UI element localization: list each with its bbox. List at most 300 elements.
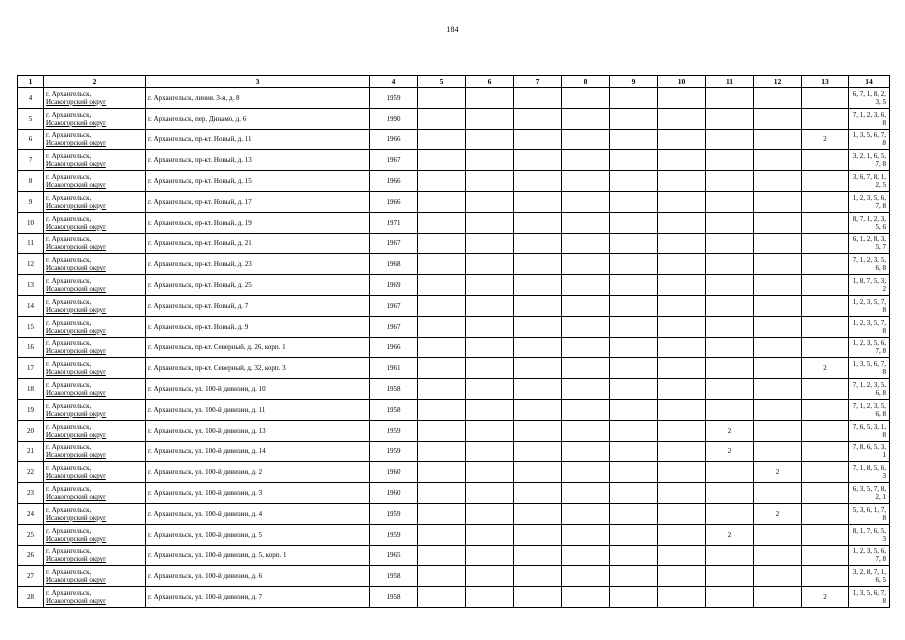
col12-cell (754, 171, 802, 192)
codes-cell (849, 275, 890, 296)
district-cell (44, 191, 146, 212)
col8-cell (562, 545, 610, 566)
col6-cell (466, 358, 514, 379)
year-cell: 1959 (370, 524, 418, 545)
address-cell: г. Архангельск, пр-кт. Новый, д. 15 (146, 171, 370, 192)
col7-cell (514, 295, 562, 316)
col10-cell (658, 233, 706, 254)
district-cell (44, 316, 146, 337)
table-row (18, 379, 890, 400)
table-row (18, 275, 890, 296)
codes-line-1: 8, 1, 7, 6, 5, (852, 526, 886, 535)
column-header: 8 (562, 76, 610, 88)
address-cell: г. Архангельск, ул. 100-й дивизии, д. 6 (146, 566, 370, 587)
codes-line-1: 1, 2, 3, 5, 6, (852, 193, 886, 202)
col13-cell (802, 524, 849, 545)
row-number: 13 (18, 275, 44, 296)
col6-cell (466, 191, 514, 212)
col7-cell (514, 275, 562, 296)
col7-cell (514, 358, 562, 379)
col9-cell (610, 254, 658, 275)
table-row (18, 254, 890, 275)
col9-cell (610, 316, 658, 337)
col13-cell (802, 462, 849, 483)
codes-line-2: 8 (882, 430, 886, 439)
col6-cell (466, 441, 514, 462)
codes-line-1: 6, 3, 5, 7, 8, (852, 485, 886, 494)
col7-cell (514, 420, 562, 441)
district-city: г. Архангельск, (46, 401, 92, 410)
address-cell: г. Архангельск, ул. 100-й дивизии, д. 2 (146, 462, 370, 483)
table-row (18, 129, 890, 150)
col12-cell (754, 337, 802, 358)
address-cell: г. Архангельск, ул. 100-й дивизии, д. 7 (146, 587, 370, 608)
col12-cell (754, 587, 802, 608)
codes-line-1: 8, 7, 1, 2, 3, (852, 214, 886, 223)
col5-cell (418, 88, 466, 109)
district-cell (44, 129, 146, 150)
col8-cell (562, 129, 610, 150)
district-cell (44, 379, 146, 400)
codes-cell (849, 503, 890, 524)
district-city: г. Архангельск, (46, 214, 92, 223)
district-okrug: Исакогорский округ (46, 181, 107, 190)
row-number: 19 (18, 399, 44, 420)
col11-cell (706, 295, 754, 316)
col11-cell (706, 337, 754, 358)
col5-cell (418, 587, 466, 608)
year-cell: 1959 (370, 503, 418, 524)
column-header: 4 (370, 76, 418, 88)
col8-cell (562, 108, 610, 129)
housing-register-table (17, 75, 890, 608)
col5-cell (418, 420, 466, 441)
col12-cell (754, 441, 802, 462)
col13-cell (802, 275, 849, 296)
col9-cell (610, 171, 658, 192)
col9-cell (610, 503, 658, 524)
col8-cell (562, 566, 610, 587)
col13-cell (802, 566, 849, 587)
col10-cell (658, 295, 706, 316)
col8-cell (562, 462, 610, 483)
col7-cell (514, 129, 562, 150)
col8-cell (562, 441, 610, 462)
district-cell (44, 108, 146, 129)
col6-cell (466, 524, 514, 545)
col8-cell (562, 399, 610, 420)
row-number: 11 (18, 233, 44, 254)
table-row (18, 88, 890, 109)
col9-cell (610, 129, 658, 150)
codes-line-2: 8 (882, 597, 886, 606)
col13-cell: 2 (802, 129, 849, 150)
col12-cell (754, 88, 802, 109)
column-header: 9 (610, 76, 658, 88)
col13-cell (802, 233, 849, 254)
row-number: 5 (18, 108, 44, 129)
col8-cell (562, 275, 610, 296)
codes-line-2: 6, 8 (875, 409, 886, 418)
col5-cell (418, 462, 466, 483)
col9-cell (610, 587, 658, 608)
address-cell: г. Архангельск, ул. 100-й дивизии, д. 14 (146, 441, 370, 462)
district-okrug: Исакогорский округ (46, 285, 107, 294)
district-cell (44, 150, 146, 171)
district-city: г. Архангельск, (46, 381, 92, 390)
district-city: г. Архангельск, (46, 339, 92, 348)
col10-cell (658, 441, 706, 462)
district-okrug: Исакогорский округ (46, 139, 107, 148)
col5-cell (418, 524, 466, 545)
address-cell: г. Архангельск, пр-кт. Северный, д. 32, корп. 3 (146, 358, 370, 379)
row-number: 26 (18, 545, 44, 566)
col5-cell (418, 399, 466, 420)
address-cell: г. Архангельск, пр-кт. Новый, д. 7 (146, 295, 370, 316)
address-cell: г. Архангельск, пр-кт. Северный, д. 26, корп. 1 (146, 337, 370, 358)
col11-cell (706, 399, 754, 420)
codes-line-1: 1, 3, 5, 6, 7, (852, 131, 886, 140)
col5-cell (418, 171, 466, 192)
row-number: 7 (18, 150, 44, 171)
col6-cell (466, 483, 514, 504)
col7-cell (514, 88, 562, 109)
col13-cell (802, 212, 849, 233)
col6-cell (466, 254, 514, 275)
codes-line-2: 6, 5 (875, 576, 886, 585)
col7-cell (514, 191, 562, 212)
table-row (18, 171, 890, 192)
col8-cell (562, 88, 610, 109)
year-cell: 1958 (370, 379, 418, 400)
row-number: 10 (18, 212, 44, 233)
codes-line-2: 7, 8 (875, 201, 886, 210)
codes-cell (849, 420, 890, 441)
col9-cell (610, 441, 658, 462)
col9-cell (610, 524, 658, 545)
col13-cell (802, 503, 849, 524)
codes-cell (849, 483, 890, 504)
address-cell: г. Архангельск, пер. Динамо, д. 6 (146, 108, 370, 129)
col6-cell (466, 150, 514, 171)
codes-line-2: 2, 5 (875, 181, 886, 190)
col5-cell (418, 358, 466, 379)
district-city: г. Архангельск, (46, 193, 92, 202)
col12-cell: 2 (754, 462, 802, 483)
district-okrug: Исакогорский округ (46, 409, 107, 418)
district-city: г. Архангельск, (46, 464, 92, 473)
col11-cell (706, 129, 754, 150)
col9-cell (610, 88, 658, 109)
district-cell (44, 420, 146, 441)
col13-cell (802, 441, 849, 462)
col13-cell (802, 171, 849, 192)
codes-line-2: 8 (882, 326, 886, 335)
col9-cell (610, 295, 658, 316)
codes-cell (849, 171, 890, 192)
header-row (18, 76, 890, 88)
year-cell: 1966 (370, 171, 418, 192)
district-city: г. Архангельск, (46, 526, 92, 535)
address-cell: г. Архангельск, ул. 100-й дивизии, д. 5, корп. 1 (146, 545, 370, 566)
codes-line-2: 7, 8 (875, 555, 886, 564)
district-cell (44, 503, 146, 524)
column-header: 3 (146, 76, 370, 88)
codes-line-2: 2, 1 (875, 493, 886, 502)
codes-cell (849, 254, 890, 275)
row-number: 4 (18, 88, 44, 109)
table-row (18, 587, 890, 608)
district-cell (44, 358, 146, 379)
col7-cell (514, 233, 562, 254)
year-cell: 1960 (370, 462, 418, 483)
col13-cell (802, 420, 849, 441)
col9-cell (610, 108, 658, 129)
address-cell: г. Архангельск, пр-кт. Новый, д. 25 (146, 275, 370, 296)
codes-cell (849, 545, 890, 566)
table-row (18, 462, 890, 483)
col13-cell (802, 254, 849, 275)
col6-cell (466, 295, 514, 316)
district-okrug: Исакогорский округ (46, 368, 107, 377)
codes-line-1: 5, 3, 6, 1, 7, (852, 505, 886, 514)
column-header: 2 (44, 76, 146, 88)
district-cell (44, 295, 146, 316)
district-okrug: Исакогорский округ (46, 597, 107, 606)
col9-cell (610, 399, 658, 420)
col7-cell (514, 483, 562, 504)
row-number: 16 (18, 337, 44, 358)
district-city: г. Архангельск, (46, 360, 92, 369)
col6-cell (466, 129, 514, 150)
district-cell (44, 441, 146, 462)
col11-cell: 2 (706, 524, 754, 545)
col8-cell (562, 483, 610, 504)
col11-cell (706, 462, 754, 483)
codes-cell (849, 316, 890, 337)
col10-cell (658, 316, 706, 337)
table-body (18, 88, 890, 608)
codes-cell (849, 129, 890, 150)
col9-cell (610, 275, 658, 296)
col6-cell (466, 275, 514, 296)
col8-cell (562, 212, 610, 233)
codes-line-1: 1, 3, 5, 6, 7, (852, 589, 886, 598)
row-number: 8 (18, 171, 44, 192)
table-row (18, 337, 890, 358)
codes-line-1: 7, 6, 5, 3, 1, (852, 422, 886, 431)
col9-cell (610, 233, 658, 254)
table-row (18, 503, 890, 524)
col5-cell (418, 566, 466, 587)
table-row (18, 566, 890, 587)
col8-cell (562, 379, 610, 400)
col7-cell (514, 171, 562, 192)
col11-cell: 2 (706, 441, 754, 462)
col5-cell (418, 150, 466, 171)
column-header: 1 (18, 76, 44, 88)
district-cell (44, 275, 146, 296)
col5-cell (418, 379, 466, 400)
col12-cell (754, 108, 802, 129)
col12-cell (754, 150, 802, 171)
codes-cell (849, 441, 890, 462)
col5-cell (418, 316, 466, 337)
codes-line-2: 2 (882, 285, 886, 294)
district-city: г. Архангельск, (46, 443, 92, 452)
table-row (18, 399, 890, 420)
district-city: г. Архангельск, (46, 589, 92, 598)
codes-line-1: 6, 1, 2, 8, 3, (852, 235, 886, 244)
district-cell (44, 233, 146, 254)
col11-cell (706, 358, 754, 379)
row-number: 15 (18, 316, 44, 337)
col12-cell (754, 524, 802, 545)
address-cell: г. Архангельск, ул. 100-й дивизии, д. 4 (146, 503, 370, 524)
col11-cell (706, 212, 754, 233)
col11-cell (706, 88, 754, 109)
row-number: 28 (18, 587, 44, 608)
col5-cell (418, 337, 466, 358)
col6-cell (466, 503, 514, 524)
col5-cell (418, 108, 466, 129)
codes-line-2: 8 (882, 305, 886, 314)
col9-cell (610, 462, 658, 483)
col13-cell (802, 191, 849, 212)
row-number: 27 (18, 566, 44, 587)
col10-cell (658, 337, 706, 358)
codes-line-2: 8 (882, 368, 886, 377)
district-okrug: Исакогорский округ (46, 118, 107, 127)
col8-cell (562, 171, 610, 192)
address-cell: г. Архангельск, пр-кт. Новый, д. 17 (146, 191, 370, 212)
codes-line-2: 3 (882, 534, 886, 543)
col10-cell (658, 545, 706, 566)
year-cell: 1967 (370, 233, 418, 254)
col12-cell (754, 545, 802, 566)
col10-cell (658, 171, 706, 192)
district-city: г. Архангельск, (46, 297, 92, 306)
col5-cell (418, 212, 466, 233)
year-cell: 1959 (370, 88, 418, 109)
district-okrug: Исакогорский округ (46, 389, 107, 398)
codes-cell (849, 212, 890, 233)
codes-line-2: 3, 5 (875, 97, 886, 106)
district-city: г. Архангельск, (46, 547, 92, 556)
district-city: г. Архангельск, (46, 422, 92, 431)
codes-line-1: 7, 1, 2, 3, 5, (852, 401, 886, 410)
year-cell: 1965 (370, 545, 418, 566)
year-cell: 1969 (370, 275, 418, 296)
district-city: г. Архангельск, (46, 152, 92, 161)
col7-cell (514, 524, 562, 545)
year-cell: 1967 (370, 150, 418, 171)
col5-cell (418, 503, 466, 524)
col5-cell (418, 483, 466, 504)
col10-cell (658, 420, 706, 441)
col8-cell (562, 150, 610, 171)
col10-cell (658, 566, 706, 587)
district-okrug: Исакогорский округ (46, 451, 107, 460)
column-header: 13 (802, 76, 849, 88)
district-okrug: Исакогорский округ (46, 534, 107, 543)
codes-line-2: 7, 8 (875, 160, 886, 169)
district-cell (44, 254, 146, 275)
col11-cell (706, 503, 754, 524)
col10-cell (658, 212, 706, 233)
codes-line-1: 7, 1, 2, 3, 5, (852, 381, 886, 390)
col11-cell (706, 566, 754, 587)
codes-cell (849, 399, 890, 420)
codes-cell (849, 108, 890, 129)
district-city: г. Архангельск, (46, 318, 92, 327)
district-cell (44, 88, 146, 109)
district-okrug: Исакогорский округ (46, 576, 107, 585)
col5-cell (418, 441, 466, 462)
col10-cell (658, 399, 706, 420)
codes-line-1: 6, 7, 1, 8, 2, (852, 89, 886, 98)
col12-cell (754, 212, 802, 233)
col10-cell (658, 503, 706, 524)
col5-cell (418, 129, 466, 150)
district-city: г. Архангельск, (46, 173, 92, 182)
col9-cell (610, 150, 658, 171)
table-row (18, 233, 890, 254)
address-cell: г. Архангельск, пр-кт. Новый, д. 13 (146, 150, 370, 171)
year-cell: 1971 (370, 212, 418, 233)
col12-cell (754, 254, 802, 275)
col12-cell (754, 275, 802, 296)
district-okrug: Исакогорский округ (46, 472, 107, 481)
table-row (18, 524, 890, 545)
codes-cell (849, 295, 890, 316)
col10-cell (658, 462, 706, 483)
row-number: 17 (18, 358, 44, 379)
col6-cell (466, 399, 514, 420)
col7-cell (514, 212, 562, 233)
codes-cell (849, 337, 890, 358)
table-row (18, 295, 890, 316)
col12-cell (754, 420, 802, 441)
codes-line-1: 7, 1, 8, 5, 6, (852, 464, 886, 473)
codes-cell (849, 379, 890, 400)
col13-cell (802, 108, 849, 129)
col9-cell (610, 545, 658, 566)
address-cell: г. Архангельск, пр-кт. Новый, д. 21 (146, 233, 370, 254)
codes-line-1: 7, 8, 6, 5, 3, (852, 443, 886, 452)
col12-cell (754, 233, 802, 254)
codes-line-1: 3, 6, 7, 8, 1, (852, 173, 886, 182)
year-cell: 1958 (370, 399, 418, 420)
district-city: г. Архангельск, (46, 256, 92, 265)
address-cell: г. Архангельск, ул. 100-й дивизии, д. 11 (146, 399, 370, 420)
col9-cell (610, 212, 658, 233)
col6-cell (466, 462, 514, 483)
col9-cell (610, 483, 658, 504)
col10-cell (658, 254, 706, 275)
column-header: 12 (754, 76, 802, 88)
col11-cell (706, 587, 754, 608)
codes-line-2: 6, 8 (875, 389, 886, 398)
row-number: 20 (18, 420, 44, 441)
district-okrug: Исакогорский округ (46, 243, 107, 252)
col9-cell (610, 358, 658, 379)
col12-cell (754, 399, 802, 420)
codes-line-2: 8 (882, 513, 886, 522)
table-row (18, 108, 890, 129)
codes-cell (849, 587, 890, 608)
codes-line-2: 6, 8 (875, 264, 886, 273)
